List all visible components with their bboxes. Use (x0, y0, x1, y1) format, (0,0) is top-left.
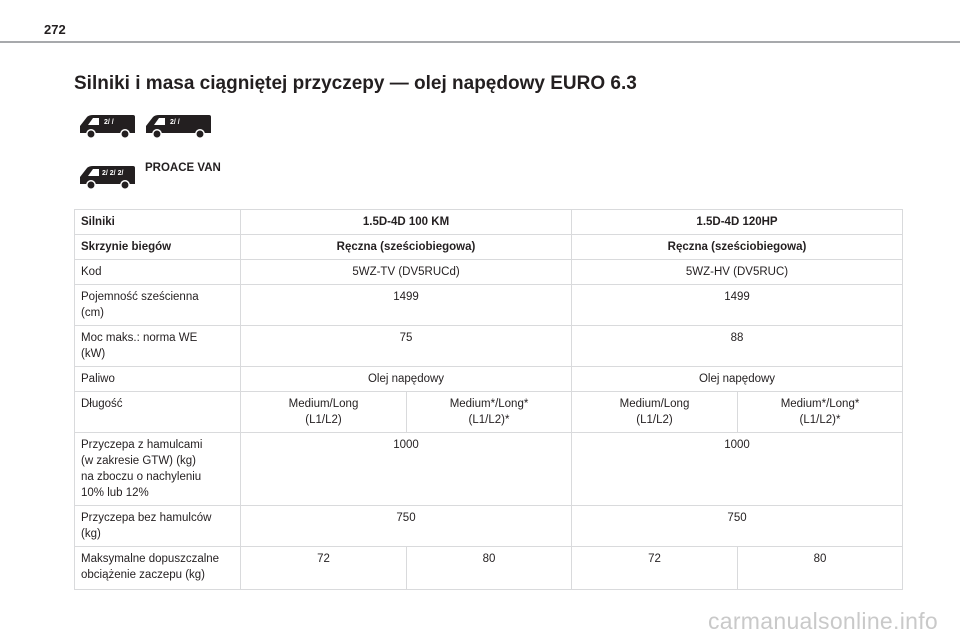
table-cell: 750 (572, 506, 903, 547)
row-label: Kod (75, 260, 241, 285)
van-badges: 2/ 2/ 2/ (102, 170, 124, 177)
van-crew-icon (78, 164, 136, 190)
table-row (75, 260, 903, 285)
row-label: Paliwo (75, 367, 241, 392)
table-row (75, 506, 903, 547)
van-long-icon (144, 113, 212, 139)
van-badges: 2/ / (104, 119, 114, 126)
table-row (75, 433, 903, 506)
page-title: Silniki i masa ciągniętej przyczepy — olej napędowy EURO 6.3 (74, 73, 637, 94)
table-cell: Ręczna (sześciobiegowa) (241, 235, 572, 260)
engine-spec-table (74, 209, 903, 590)
table-cell: 80 (407, 547, 572, 590)
table-cell: 1.5D-4D 100 KM (241, 210, 572, 235)
table-cell: 75 (241, 326, 572, 367)
table-cell: Olej napędowy (241, 367, 572, 392)
table-cell: Medium/Long (L1/L2) (572, 392, 738, 433)
table-cell: Medium*/Long* (L1/L2)* (738, 392, 903, 433)
table-row (75, 367, 903, 392)
row-label: Maksymalne dopuszczalne obciążenie zaczepu (kg) (75, 547, 241, 590)
table-cell: 1000 (572, 433, 903, 506)
table-cell: 1499 (572, 285, 903, 326)
table-row (75, 326, 903, 367)
table-cell: 88 (572, 326, 903, 367)
table-cell: Medium*/Long* (L1/L2)* (407, 392, 572, 433)
table-row (75, 285, 903, 326)
table-cell: 1000 (241, 433, 572, 506)
row-label: Silniki (75, 210, 241, 235)
table-cell: Ręczna (sześciobiegowa) (572, 235, 903, 260)
row-label: Przyczepa z hamulcami (w zakresie GTW) (kg) na zboczu o nachyleniu 10% lub 12% (75, 433, 241, 506)
row-label: Przyczepa bez hamulców (kg) (75, 506, 241, 547)
watermark: carmanualsonline.info (707, 608, 938, 634)
table-cell: 750 (241, 506, 572, 547)
table-cell: 1.5D-4D 120HP (572, 210, 903, 235)
row-label: Pojemność sześcienna (cm) (75, 285, 241, 326)
table-row (75, 210, 903, 235)
van-badges: 2/ / (170, 119, 180, 126)
table-cell: Olej napędowy (572, 367, 903, 392)
table-cell: 5WZ-TV (DV5RUCd) (241, 260, 572, 285)
table-row (75, 547, 903, 590)
table-cell: 1499 (241, 285, 572, 326)
table-cell: 80 (738, 547, 903, 590)
table-cell: 5WZ-HV (DV5RUC) (572, 260, 903, 285)
row-label: Skrzynie biegów (75, 235, 241, 260)
table-cell: 72 (572, 547, 738, 590)
table-cell: Medium/Long (L1/L2) (241, 392, 407, 433)
van-short-icon (78, 113, 136, 139)
table-row (75, 392, 903, 433)
row-label: Długość (75, 392, 241, 433)
model-label: PROACE VAN (145, 162, 221, 174)
row-label: Moc maks.: norma WE (kW) (75, 326, 241, 367)
page-number: 272 (44, 22, 66, 37)
header-divider (0, 41, 960, 43)
table-row (75, 235, 903, 260)
table-cell: 72 (241, 547, 407, 590)
